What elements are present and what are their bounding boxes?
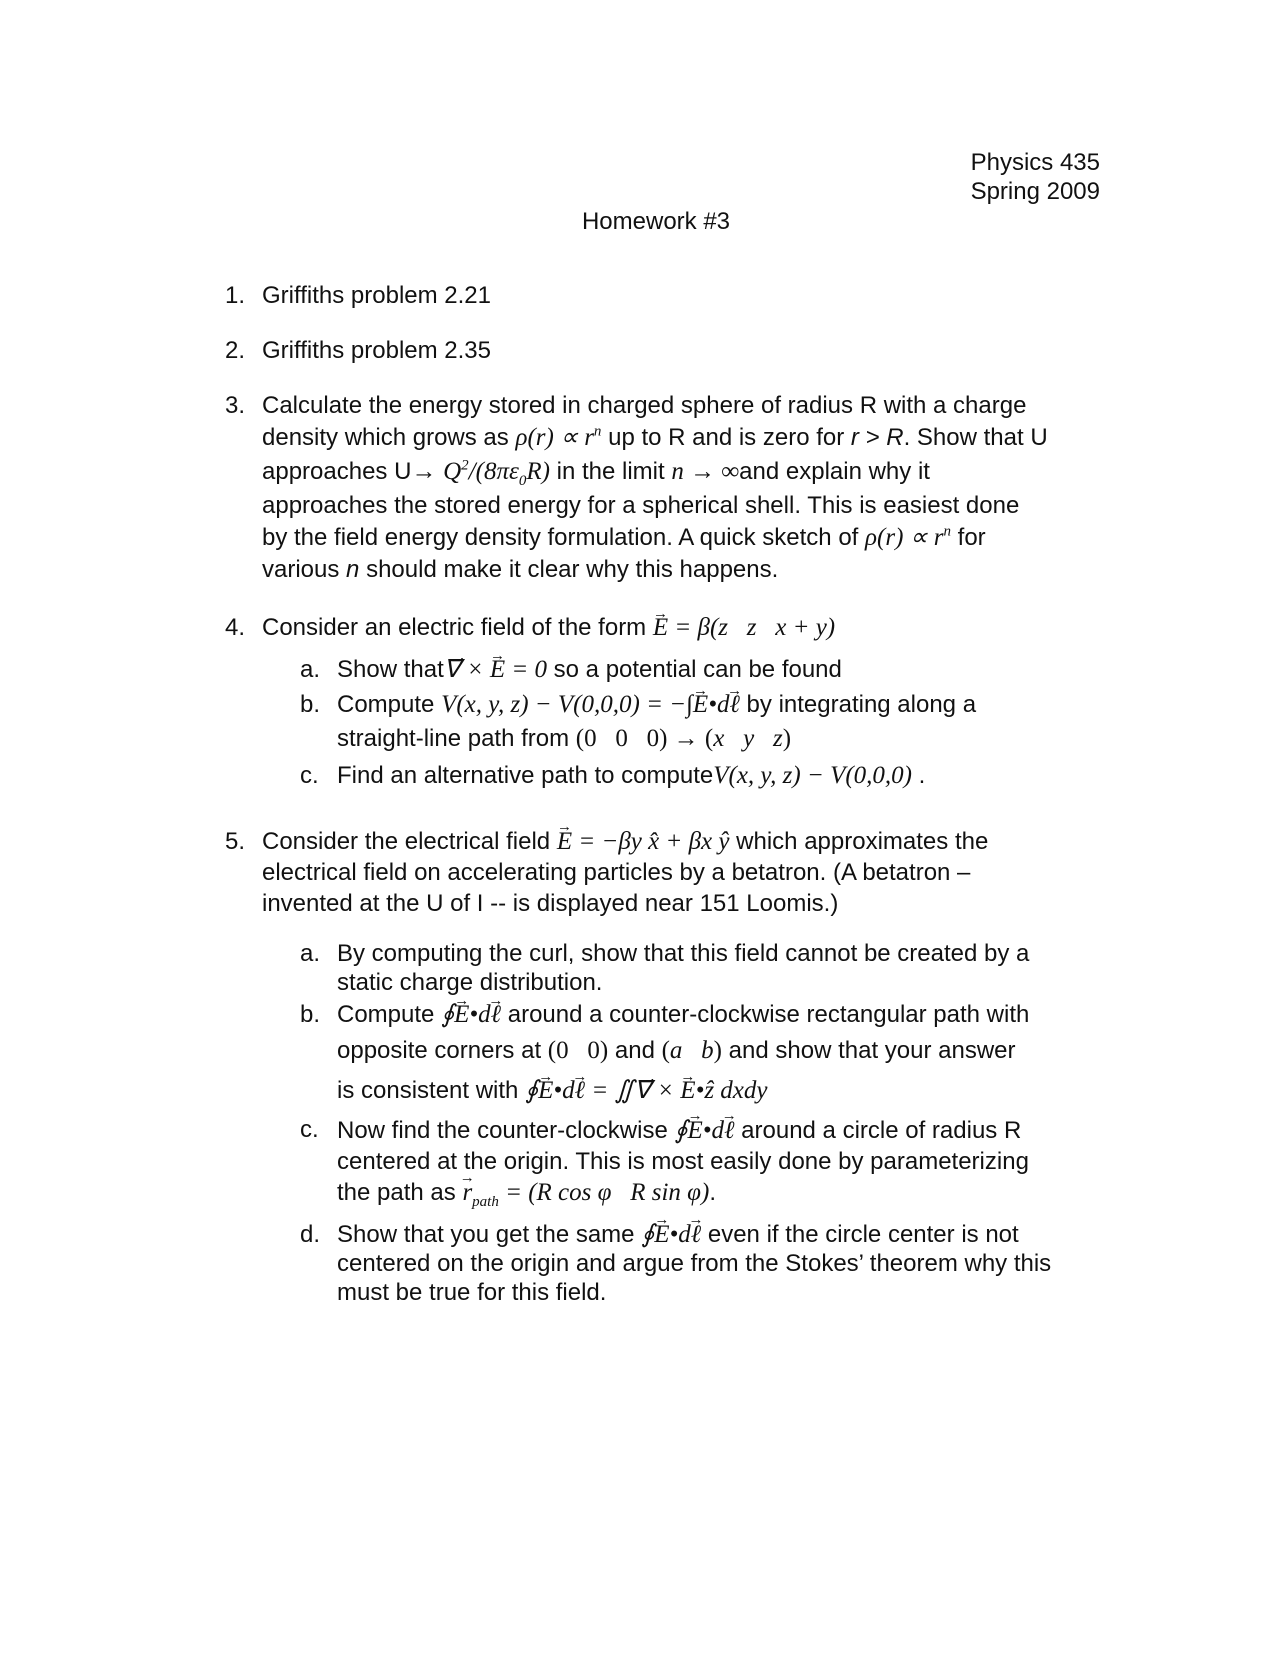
problem-5b xyxy=(300,1000,1100,1106)
subpart-text: Compute V(x, y, z) − V(0,0,0) = −∫E →•dℓ → by integrating along a straight-line path from (0 0 0) → (x y z) xyxy=(337,690,1100,754)
problem-text: Griffiths problem 2.21 xyxy=(262,282,491,309)
energy-limit-formula: $Q^2/(8\pi\varepsilon_0R)$ xyxy=(443,457,550,489)
subpart-letter: a. xyxy=(300,656,321,683)
subpart-text: Show that∇⃗ × E → = 0 so a potential can be found xyxy=(337,655,1100,685)
subpart-text: Compute ∮E →•dℓ → around a counter-clockwise rectangular path with opposite corners at (0 0) and (a b) and show that your answer is consistent with ∮E →•dℓ → = ∬∇⃗ × E →•ẑ dxdy xyxy=(337,1000,1100,1106)
subpart-letter: b. xyxy=(300,1001,321,1028)
problem-number: 5. xyxy=(225,828,246,855)
text-line: approaches the stored energy for a spherical shell. This is easiest done xyxy=(262,492,1020,519)
curl-formula: ∇⃗ × E → = 0 xyxy=(444,656,547,683)
problem-number: 3. xyxy=(225,392,246,419)
text-line: by the field energy density formulation. A quick sketch of $\rho(r) \propto r^n$ for xyxy=(262,523,986,551)
text-line: Calculate the energy stored in charged sphere of radius R with a charge xyxy=(262,392,1027,419)
field-formula: E → = β(z z x + y) xyxy=(653,614,835,641)
path-parameterization-formula: $r \to_{path} = (R$ cos φ R sin φ) xyxy=(462,1179,709,1206)
potential-difference-formula: V(x, y, z) − V(0,0,0) = −∫E →•dℓ → xyxy=(441,691,740,718)
problem-number: 2. xyxy=(225,337,246,364)
stokes-formula: ∮E →•dℓ → = ∬∇⃗ × E →•ẑ dxdy xyxy=(525,1077,767,1104)
problem-4c xyxy=(300,761,1100,791)
rho-proportional-formula: $\rho(r) \propto r^n$ xyxy=(865,523,951,551)
problem-text: Consider an electric field of the form E → = β(z z x + y) xyxy=(262,612,1105,644)
subpart-letter: c. xyxy=(300,762,319,789)
potential-difference-formula: V(x, y, z) − V(0,0,0) xyxy=(713,762,912,789)
problem-text: Consider the electrical field E → = −βy x̂ + βx ŷ which approximates the electrical field on accelerating particles by a betatron. (A betatron – invented at the U of I -- is displayed near 151 Loomis.) xyxy=(262,826,1105,919)
problem-5 xyxy=(225,826,1105,919)
problem-4 xyxy=(225,612,1105,644)
text-line: density which grows as $\rho(r) \propto r^n$ up to R and is zero for r > R. Show that U xyxy=(262,423,1048,451)
subpart-text: Find an alternative path to computeV(x, y, z) − V(0,0,0) . xyxy=(337,762,926,789)
subpart-letter: a. xyxy=(300,940,321,967)
problem-number: 4. xyxy=(225,614,246,641)
subpart-letter: b. xyxy=(300,691,321,718)
line-integral-formula: ∮E →•dℓ → xyxy=(641,1221,701,1248)
subpart-text: Show that you get the same ∮E →•dℓ → even if the circle center is not centered on the origin and argue from the Stokes’ theorem why this must be true for this field. xyxy=(337,1220,1100,1307)
path-formula: (0 0 0) → (x y z) xyxy=(575,725,792,752)
text-line: various n should make it clear why this happens. xyxy=(262,556,779,583)
subpart-letter: c. xyxy=(300,1116,319,1143)
problem-1 xyxy=(225,280,1105,312)
problem-text: Griffiths problem 2.35 xyxy=(262,337,491,364)
subpart-letter: d. xyxy=(300,1221,321,1248)
problem-5c xyxy=(300,1115,1100,1208)
line-integral-formula: ∮E →•dℓ → xyxy=(441,1001,501,1028)
rho-proportional-formula: $\rho(r) \propto r^n$ xyxy=(515,423,602,451)
problem-number: 1. xyxy=(225,282,246,309)
subpart-text: Now find the counter-clockwise ∮E →•dℓ → around a circle of radius R centered at the origin. This is most easily done by parameterizing the path as $r \to_{path} = (R$ cos φ R sin φ). xyxy=(337,1115,1100,1208)
text-line: approaches $U\to Q^2/(8\pi\varepsilon_0R)$ in the limit n → ∞and explain why it xyxy=(262,457,930,489)
betatron-field-formula: E → = −βy x̂ + βx ŷ xyxy=(557,828,730,855)
page-title: Homework #3 xyxy=(581,208,731,235)
n-infinity-formula: n → ∞ xyxy=(671,458,740,485)
problem-2 xyxy=(225,335,1105,367)
problem-4b xyxy=(300,690,1100,754)
course-term: Spring 2009 xyxy=(970,178,1100,205)
course-header xyxy=(940,148,1100,206)
line-integral-formula: ∮E →•dℓ → xyxy=(674,1117,734,1144)
problem-3 xyxy=(225,390,1105,586)
problem-5d xyxy=(300,1220,1100,1307)
subpart-text: By computing the curl, show that this field cannot be created by a static charge distribution. xyxy=(337,940,1030,996)
problem-text xyxy=(262,390,1105,586)
course-name: Physics 435 xyxy=(970,149,1100,176)
problem-5a xyxy=(300,939,1100,997)
